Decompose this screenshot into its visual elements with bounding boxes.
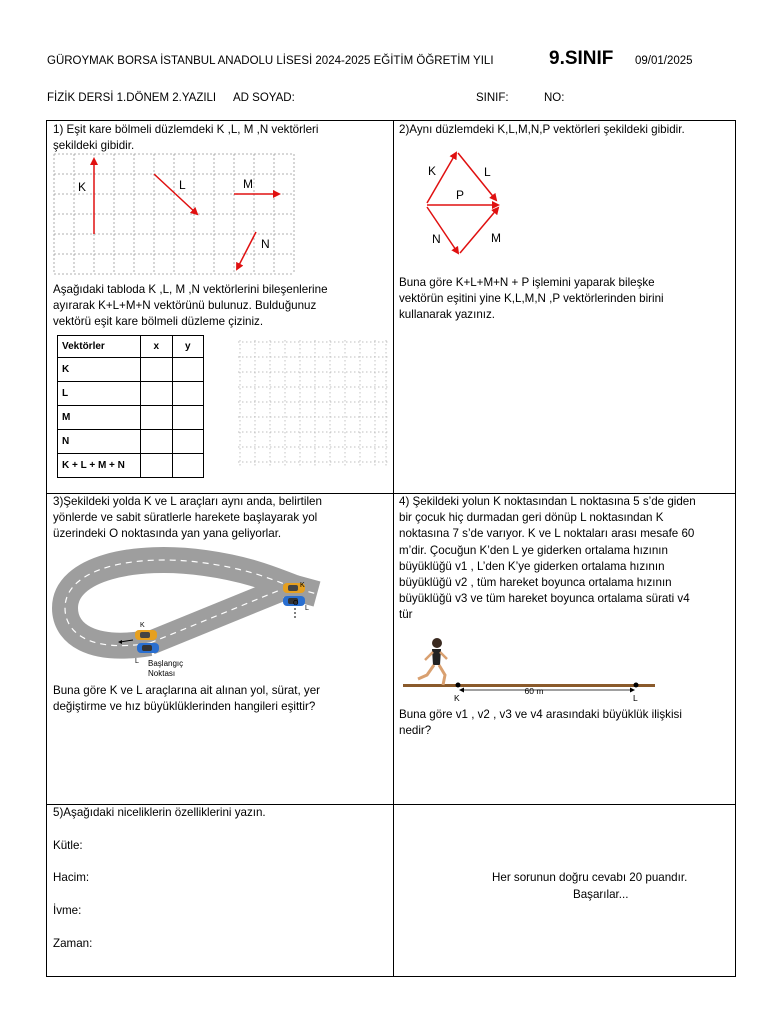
label-k: K [78, 180, 87, 194]
table-row-label: N [58, 430, 141, 454]
column-divider [393, 121, 394, 976]
answer-cell[interactable] [172, 358, 204, 382]
q4-path-figure [403, 635, 658, 705]
q2-text: 2)Aynı düzlemdeki K,L,M,N,P vektörleri şekildeki gibidir. [399, 123, 685, 136]
number-label: NO: [544, 92, 565, 104]
q4-task: Buna göre v1 , v2 , v3 ve v4 arasındaki büyüklük ilişkisi nedir? [399, 708, 682, 738]
answer-cell[interactable] [172, 454, 204, 478]
table-header: y [172, 336, 204, 358]
q1-text: 1) Eşit kare bölmeli düzlemdeki K ,L, M ,N vektörleri şekildeki gibidir. [53, 123, 319, 153]
start-label-1: Başlangıç [148, 659, 184, 668]
label-m: M [243, 177, 253, 191]
label-m: M [491, 231, 501, 245]
q2-vector-diagram [418, 148, 518, 258]
vector-components-table [57, 335, 204, 478]
q1-vector-grid [54, 154, 296, 276]
answer-cell[interactable] [172, 406, 204, 430]
start-label-2: Noktası [148, 669, 176, 678]
answer-cell[interactable] [141, 406, 173, 430]
point-l-label: L [633, 693, 638, 703]
fig-label-l-top: L [305, 605, 309, 612]
answer-cell[interactable] [141, 430, 173, 454]
q3-road-figure [55, 548, 330, 678]
q5-item-mass: Kütle: [53, 839, 83, 852]
fig-label-l: L [135, 658, 139, 665]
grade-title: 9.SINIF [549, 48, 614, 69]
vector-n [237, 232, 256, 269]
table-row-label: K [58, 358, 141, 382]
table-row-label: K + L + M + N [58, 454, 141, 478]
label-l: L [484, 165, 491, 179]
answer-cell[interactable] [172, 430, 204, 454]
q5-item-time: Zaman: [53, 937, 93, 950]
school-title: GÜROYMAK BORSA İSTANBUL ANADOLU LİSESİ 2024-2025 EĞİTİM ÖĞRETİM YILI [47, 55, 494, 67]
label-n: N [432, 232, 441, 246]
distance-label: 60 m [524, 686, 544, 696]
vector-n [427, 207, 458, 253]
runner-icon [418, 638, 447, 685]
name-label: AD SOYAD: [233, 92, 295, 104]
fig-label-k-top: K [300, 582, 305, 589]
answer-cell[interactable] [172, 382, 204, 406]
q1-task: Aşağıdaki tabloda K ,L, M ,N vektörlerini bileşenlerine ayırarak K+L+M+N vektörünü bulunuz. Bulduğunuz vektörü eşit kare bölmeli düzleme çiziniz. [53, 283, 328, 329]
car-l-icon [137, 643, 159, 653]
fig-label-k: K [140, 622, 145, 629]
q2-task: Buna göre K+L+M+N + P işlemini yaparak bileşke vektörün eşitini yine K,L,M,N ,P vektörlerinden birini kullanarak yazınız. [399, 276, 664, 322]
answer-cell[interactable] [141, 382, 173, 406]
q3-task: Buna göre K ve L araçlarına ait alınan yol, sürat, yer değiştirme ve hız büyüklüklerinden hangileri eşittir? [53, 684, 321, 714]
fig-label-o: O [293, 600, 299, 607]
label-k: K [428, 164, 437, 178]
answer-dot-grid[interactable] [238, 340, 388, 470]
answer-cell[interactable] [141, 358, 173, 382]
exam-date: 09/01/2025 [635, 55, 693, 67]
point-k-label: K [454, 693, 460, 703]
q4-text: 4) Şekildeki yolun K noktasından L noktasına 5 s’de giden bir çocuk hiç durmadan geri dönüp L noktasından K noktasına 7 s’de varıyor. K ve L noktaları arası mesafe 60 m’dir. Çocuğun K’den L ye giderken ortalama hızının büyüklüğü v1 , L’den K’ye giderken ortalama hızının büyüklüğü v2 , tüm hareket boyunca ortalama hızının büyüklüğü v3 ve tüm hareket boyunca ortalama sürati v4 tür [399, 495, 696, 622]
q5-title: 5)Aşağıdaki niceliklerin özelliklerini yazın. [53, 806, 266, 819]
answer-cell[interactable] [141, 454, 173, 478]
q5-item-volume: Hacim: [53, 871, 90, 884]
points-note: Her sorunun doğru cevabı 20 puandır. [492, 871, 688, 884]
table-row-label: M [58, 406, 141, 430]
q5-item-acceleration: İvme: [53, 904, 82, 917]
label-p: P [456, 188, 465, 202]
vector-k [427, 153, 456, 203]
exam-title: FİZİK DERSİ 1.DÖNEM 2.YAZILI [47, 92, 217, 104]
table-row-label: L [58, 382, 141, 406]
label-l: L [179, 178, 186, 192]
table-header: x [141, 336, 173, 358]
car-k-icon [135, 630, 157, 640]
good-luck-note: Başarılar... [573, 888, 629, 901]
table-header: Vektörler [58, 336, 141, 358]
label-n: N [261, 237, 270, 251]
class-label: SINIF: [476, 92, 509, 104]
q3-text: 3)Şekildeki yolda K ve L araçları aynı anda, belirtilen yönlerde ve sabit süratlerle harekete başlayarak yol üzerindeki O noktasında yan yana geliyorlar. [53, 495, 322, 541]
